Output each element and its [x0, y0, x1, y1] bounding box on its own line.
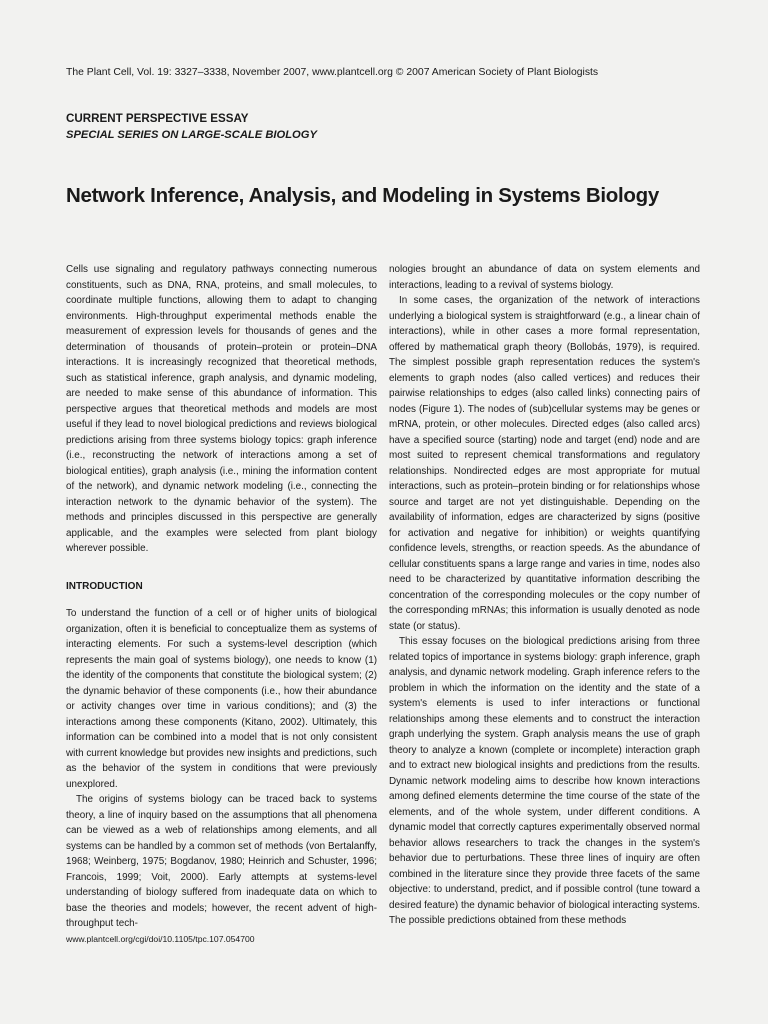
left-column — [66, 262, 377, 932]
doi-link[interactable]: www.plantcell.org/cgi/doi/10.1105/tpc.107.054700 — [66, 934, 255, 944]
essay-type-label: CURRENT PERSPECTIVE ESSAY — [66, 112, 249, 125]
abstract-paragraph: Cells use signaling and regulatory pathways connecting numerous constituents, such as DNA, RNA, proteins, and small molecules, to coordinate multiple functions, allowing them to adapt to changing environments. High-throughput experimental methods enable the measurement of expression levels for thousands of genes and the determination of thousands of protein–protein or protein–DNA interactions. It is increasingly recognized that theoretical methods, such as statistical inference, graph analysis, and dynamic modeling, are needed to make sense of this abundance of information. This perspective argues that theoretical methods and models are most useful if they lead to novel biological predictions and reviews biological predictions arising from three systems biology topics: graph inference (i.e., reconstructing the network of interactions among a set of biological entities), graph analysis (i.e., mining the information content of the network), and dynamic network modeling (i.e., connecting the interaction network to the dynamic behavior of the system). The methods and principles discussed in this perspective are generally applicable, and the examples were selected from plant biology wherever possible. — [66, 264, 377, 554]
right-paragraph-1: nologies brought an abundance of data on system elements and interactions, leading to a revival of systems biology. — [389, 264, 700, 291]
intro-paragraph-1: To understand the function of a cell or of higher units of biological organization, often it is beneficial to conceptualize them as systems of interacting elements. For such a systems-level description (which represents the main goal of systems biology), one needs to know (1) the identity of the components that constitute the biological system; (2) the dynamic behavior of these components (i.e., how their abundance or activity changes over time in various conditions); and (3) the interactions among these components (Kitano, 2002). Ultimately, this information can be combined into a model that is not only consistent with current knowledge but provides new insights and predictions, such as the behavior of the system in conditions that were previously unexplored. — [66, 608, 377, 790]
journal-citation-line: The Plant Cell, Vol. 19: 3327–3338, November 2007, www.plantcell.org © 2007 American Society of Plant Biologists — [66, 67, 599, 78]
introduction-heading: INTRODUCTION — [66, 580, 143, 592]
right-column — [389, 262, 700, 929]
right-paragraph-2: In some cases, the organization of the network of interactions underlying a biological system is straightforward (e.g., a linear chain of interactions), while in other cases a more formal representation, offered by mathematical graph theory (Bollobás, 1979), is required. The simplest possible graph representation reduces the system's elements to graph nodes (also called vertices) and reduces their pairwise relationships to edges (also called links) connecting pairs of nodes (Figure 1). The nodes of (sub)cellular systems may be genes or mRNA, protein, or other molecules. Directed edges (also called arcs) have a specified source (starting) node and target (end) node and are most suited to represent chemical transformations and regulatory relationships. Nondirected edges are most appropriate for mutual interactions, such as protein–protein binding or for relationships whose source and target are not yet distinguishable. Depending on the availability of information, edges are characterized by signs (positive for activation and negative for inhibition) or weights quantifying confidence levels, strengths, or reaction speeds. As the abundance of cellular constituents spans a large range and varies in time, nodes also need to be characterized by quantitative information describing the concentration of the corresponding molecules or the copy number of the corresponding mRNAs; this information is usually denoted as node state (or status). — [389, 295, 700, 632]
series-label: SPECIAL SERIES ON LARGE-SCALE BIOLOGY — [66, 129, 317, 141]
intro-paragraph-2: The origins of systems biology can be traced back to systems theory, a line of inquiry based on the assumptions that all phenomena can be viewed as a web of relationships among elements, and all systems can be handled by a common set of methods (von Bertalanffy, 1968; Weinberg, 1975; Bogdanov, 1980; Heinrich and Schuster, 1996; Francois, 1999; Voit, 2000). Early attempts at systems-level understanding of biology suffered from inadequate data on which to base the theories and models; however, the recent advent of high-throughput tech- — [66, 794, 377, 929]
right-paragraph-3: This essay focuses on the biological predictions arising from three related topics of importance in systems biology: graph inference, graph analysis, and dynamic network modeling. Graph inference refers to the problem in which the information on the identity and the state of a system's elements is used to infer interactions or functional relationships among these elements and to construct the interaction graph underlying the system. Graph analysis means the use of graph theory to analyze a known (complete or incomplete) interaction graph and to extract new biological insights and predictions from the results. Dynamic network modeling aims to describe how known interactions among defined elements determine the time course of the state of the elements, and of the whole system, under different conditions. A dynamic model that correctly captures experimentally observed normal behavior allows researchers to track the changes in the system's behavior due to perturbations. These three lines of inquiry are often combined in the literature since they provide three facets of the same objective: to understand, predict, and if possible control (tune toward a desired feature) the dynamic behavior of biological interacting systems. The possible predictions obtained from these methods — [389, 636, 700, 926]
article-title: Network Inference, Analysis, and Modeling in Systems Biology — [66, 184, 659, 207]
